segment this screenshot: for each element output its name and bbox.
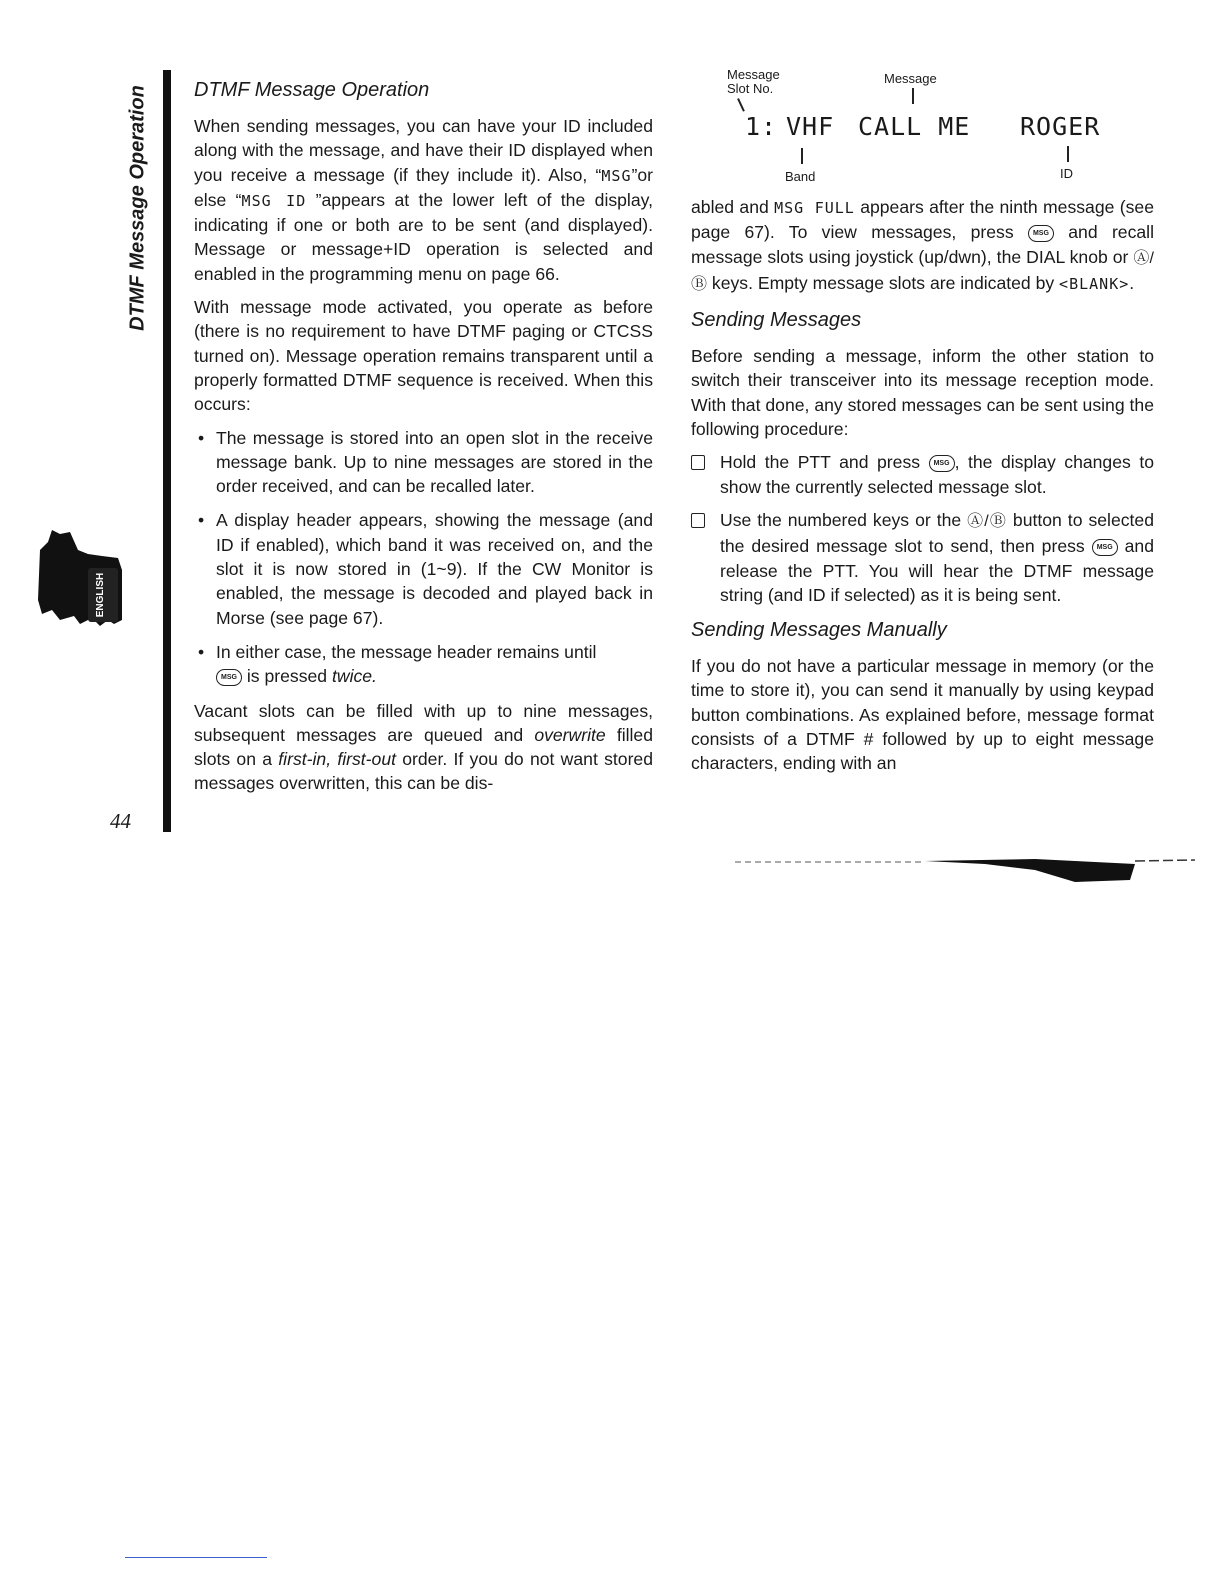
text-run: and recall message slots using joystick (up/dwn), the DIAL knob or (691, 222, 1154, 267)
text-run: , the display changes to show the currently selected message slot. (720, 452, 1154, 497)
text-run: appears after the ninth message (see page 67). To view messages, press (691, 197, 1154, 243)
paragraph-view-messages (691, 195, 1154, 297)
bottom-rule (125, 1557, 267, 1558)
label-message: Message (884, 71, 937, 86)
procedure-step (691, 508, 1154, 607)
heading-sending-messages-manually: Sending Messages Manually (691, 619, 947, 642)
scan-smear-artifact (735, 858, 1195, 888)
label-band: Band (785, 169, 816, 184)
text-run: twice. (331, 666, 377, 687)
pointer-line-slot (737, 98, 744, 111)
bullet-item: • The message is stored into an open slot in the receive message bank. Up to nine messages are stored in the order received, and can be recalled later. (194, 426, 653, 499)
section-side-title-text: DTMF Message Operation (126, 85, 149, 331)
lcd-msg-id-indicator: MSG ID (241, 191, 307, 210)
lcd-id: ROGER (1020, 112, 1101, 141)
heading-sending-messages: Sending Messages (691, 309, 862, 332)
pointer-line-message (912, 88, 914, 104)
msg-key-icon: MSG (929, 455, 955, 472)
margin-rule (163, 70, 171, 832)
section-side-title (118, 58, 158, 358)
ab-keys-icon: Ⓐ/Ⓑ (691, 249, 1154, 293)
text-run: is pressed (242, 666, 332, 687)
language-tab-graphic (30, 520, 130, 630)
text-run: ”appears at the lower left of the display, indicating if one or both are to be sent (and displayed). Message or message+ID operation is selected and enabled in the programming menu on page 66. (194, 189, 654, 284)
msg-key-icon: MSG (1092, 539, 1118, 556)
bullet-item: • A display header appears, showing the message (and ID if enabled), which band it was received on, and the slot it is now stored in (1~9). If the CW Monitor is enabled, the message is decoded and played back in Morse (see page 67). (194, 508, 653, 629)
label-id: ID (1060, 166, 1073, 181)
text-run: order. If you do not want stored messages overwritten, this can be dis- (194, 749, 653, 794)
ab-keys-icon: Ⓐ/Ⓑ (967, 512, 1007, 530)
left-column (194, 76, 653, 805)
language-tab-label: ENGLISH (95, 572, 106, 618)
bullet-list (194, 426, 653, 689)
lcd-msg-full: MSG FULL (774, 199, 855, 217)
lcd-slot-number: 1: (745, 112, 778, 141)
lcd-message: CALL ME (858, 112, 971, 141)
msg-key-icon: MSG (1028, 225, 1054, 242)
bullet-item (194, 640, 653, 689)
text-run: first-in, first-out (278, 749, 396, 770)
paragraph-intro (194, 114, 653, 286)
pointer-line-band (801, 148, 803, 164)
msg-key-icon: MSG (216, 669, 242, 686)
text-run: overwrite (534, 724, 606, 745)
text-run: Use the numbered keys or the (720, 509, 968, 530)
paragraph-manual-sending: If you do not have a particular message in memory (or the time to store it), you can send it manually by using keypad button combinations. As explained before, message format consists of a DTMF # followed by up to eight message characters, ending with an (691, 656, 1154, 774)
lcd-band: VHF (786, 112, 835, 141)
text-run: button to selected the desired message slot to send, then press (720, 509, 1154, 557)
paragraph-before-sending: Before sending a message, inform the other station to switch their transceiver into its message reception mode. With that done, any stored messages can be sent using the following procedure: (691, 346, 1154, 440)
text-run: abled and (691, 197, 775, 217)
text-run: When sending messages, you can have your ID included along with the message, and have their ID displayed when you receive a message (if they include it). Also, “ (194, 116, 653, 185)
text-run: . (1129, 272, 1135, 293)
label-message-slot-no: Message Slot No. (727, 67, 780, 96)
page-number: 44 (110, 809, 131, 833)
text-run: keys. Empty message slots are indicated by (707, 272, 1060, 293)
lcd-blank: <BLANK> (1059, 274, 1130, 293)
text-run: Hold the PTT and press (720, 452, 929, 473)
text-run: filled slots on a (194, 724, 654, 770)
paragraph-vacant-slots (194, 699, 653, 796)
message-display-diagram (690, 62, 1130, 192)
right-column (691, 195, 1154, 785)
text-run: Vacant slots can be filled with up to nine messages, subsequent messages are queued and (194, 700, 653, 745)
procedure-steps (691, 450, 1154, 607)
heading-dtmf-message-operation: DTMF Message Operation (194, 79, 430, 101)
text-run: In either case, the message header remains until (216, 641, 597, 662)
checkbox-icon (691, 513, 705, 528)
procedure-step (691, 450, 1154, 499)
lcd-msg-indicator: MSG (601, 166, 632, 185)
pointer-line-id (1067, 146, 1069, 162)
text-run: and release the PTT. You will hear the DTMF message string (and ID if selected) as it is being sent. (720, 536, 1154, 605)
text-run: ”or else “ (194, 164, 653, 210)
paragraph-operation: With message mode activated, you operate as before (there is no requirement to have DTMF paging or CTCSS turned on). Message operation remains transparent until a properly formatted DTMF sequence is received. When this occurs: (194, 297, 653, 415)
checkbox-icon (691, 455, 705, 470)
